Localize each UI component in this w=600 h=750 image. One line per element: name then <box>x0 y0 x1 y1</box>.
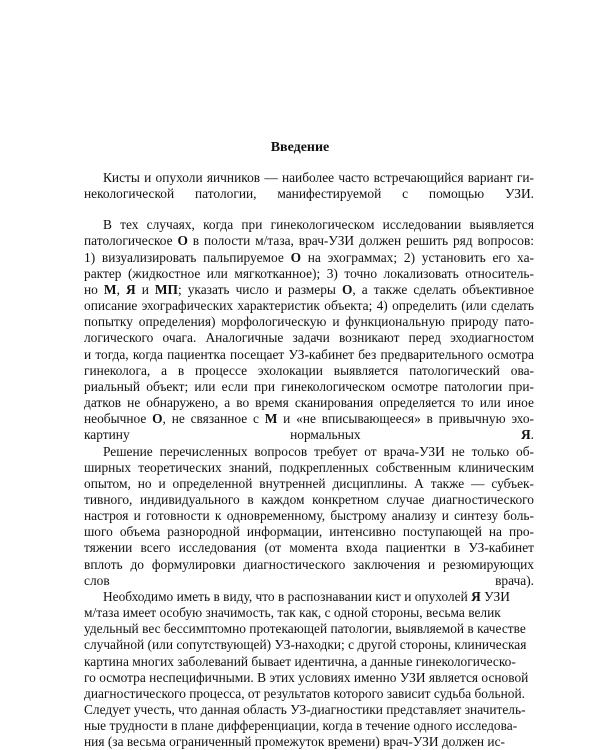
text-line: но М, Я и МП; указать число и размеры О, а также сделать объективное <box>84 281 534 297</box>
bold-abbreviation: Я <box>471 588 481 604</box>
text-line: рактер (жидкостное или мягкотканное); 3) точно локализовать относитель- <box>84 265 534 281</box>
paragraph <box>84 170 534 202</box>
text-line: Следует учесть, что данная область УЗ-диагностики представляет значитель- <box>84 702 526 717</box>
text-line: шого объема разнородной информации, интенсивно поступающей на про- <box>84 524 534 540</box>
bold-abbreviation: М <box>103 281 117 297</box>
text-line: диагностического процесса, от результатов которого зависит судьба больной. <box>84 685 525 701</box>
bold-abbreviation: О <box>177 233 188 249</box>
text-line: слов врача). <box>84 572 534 588</box>
text-line: Решение перечисленных вопросов требует от врача-УЗИ не только об- <box>103 443 534 459</box>
text-line: вплоть до формулировки диагностического заключения и резюмирующих <box>84 556 534 572</box>
text-line: ния (за весьма ограниченный промежуток времени) врач-УЗИ должен ис- <box>84 734 505 750</box>
bold-abbreviation: Я <box>520 427 531 443</box>
text-line: и тогда, когда пациентка посещает УЗ-кабинет без предварительного осмотра <box>84 346 534 362</box>
text-line: гинеколога, а в процессе эхолокации выявляется патологический ова- <box>84 362 534 378</box>
text-line: опытом, но и определенной внутренней дисциплины. А также — субъек- <box>84 475 534 491</box>
paragraph <box>84 444 534 589</box>
paragraph <box>84 589 534 750</box>
text-line: патологическое О в полости м/таза, врач-УЗИ должен решить ряд вопросов: <box>84 233 534 249</box>
bold-abbreviation: О <box>290 249 301 265</box>
bold-abbreviation: Я <box>125 281 136 297</box>
bold-abbreviation: МП <box>154 281 178 297</box>
text-line: тяжении всего исследования (от момента входа пациентки в УЗ-кабинет <box>84 540 534 556</box>
text-line: необычное О, не связанное с М и «не вписывающееся» в привычную эхо- <box>84 411 534 427</box>
bold-abbreviation: М <box>264 411 278 427</box>
text-line: В тех случаях, когда при гинекологическом исследовании выявляется <box>103 217 534 233</box>
paragraph <box>84 217 534 443</box>
bold-abbreviation: О <box>341 281 353 297</box>
text-line: описание эхографических характеристик объекта; 4) определить (или сделать <box>84 298 534 314</box>
bold-abbreviation: О <box>152 411 163 427</box>
text-line: удельный вес бессимптомно протекающей патологии, выявляемой в качестве <box>84 621 526 637</box>
text-line: м/таза имеет особую значимость, так как, с одной стороны, весьма велик <box>84 605 501 621</box>
text-line: настроя и готовности к одновременному, быстрому анализу и синтезу боль- <box>84 508 534 524</box>
text-line: некологической патологии, манифестируемой с помощью УЗИ. <box>84 186 534 202</box>
section-title: Введение <box>270 140 330 155</box>
text-line: датков не обнаружено, а во время сканирования определяется то или иное <box>84 395 534 411</box>
text-line: картина многих заболеваний бывает идентична, а данные гинекологическо- <box>84 653 516 669</box>
text-line: ные трудности в плане дифференциации, когда в течение одного исследова- <box>84 718 518 734</box>
text-line: логического очага. Аналогичные задачи возникают перед эходиагностом <box>84 330 534 346</box>
text-line: риальный объект; или если при гинекологическом осмотре патологии при- <box>84 378 534 394</box>
text-line: го осмотра неспецифичными. В этих условиях именно УЗИ является основой <box>84 669 529 685</box>
text-line: 1) визуализировать пальпируемое О на эхограммах; 2) установить его ха- <box>84 249 534 265</box>
text-line: попытку определения) морфологическую и функциональную природу пато- <box>84 314 534 330</box>
text-line: ширных теоретических знаний, подкрепленных собственным клиническим <box>84 459 534 475</box>
text-line: Необходимо иметь в виду, что в распознавании кист и опухолей Я УЗИ <box>103 588 510 604</box>
text-line: картину нормальных Я. <box>84 427 534 443</box>
text-line: случайной (или сопутствующей) УЗ-находки; с другой стороны, клиническая <box>84 637 527 653</box>
text-line: тивного, индивидуального в каждом конкретном случае диагностического <box>84 491 534 507</box>
text-line: Кисты и опухоли яичников — наиболее часто встречающийся вариант ги- <box>103 170 534 185</box>
body-text <box>84 170 534 750</box>
